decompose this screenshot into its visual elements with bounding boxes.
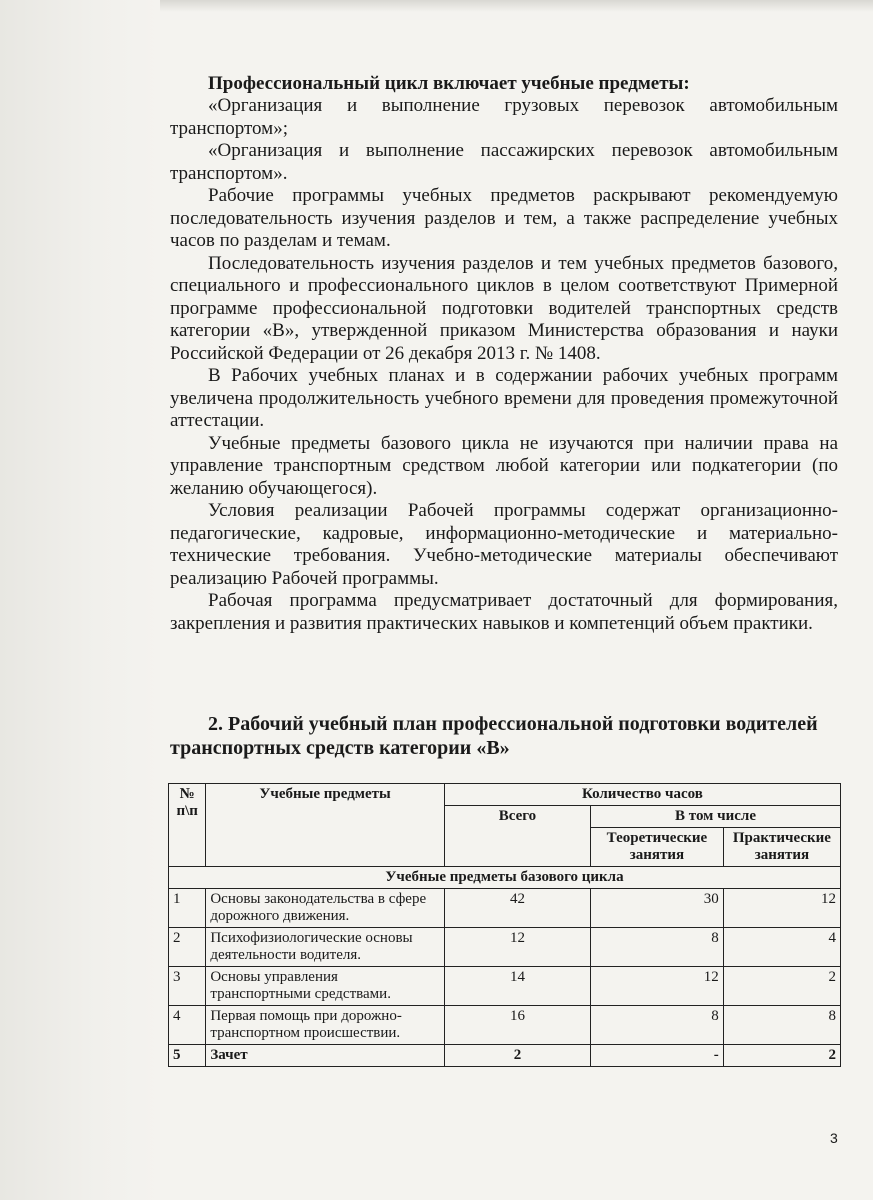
row-subject: Психофизиологические основы деятельности водителя. [206, 928, 445, 967]
table-row [169, 928, 841, 967]
row-total: 2 [444, 1045, 590, 1067]
intro-paragraph: «Организация и выполнение грузовых перевозок автомобильным транспортом»; [170, 95, 838, 139]
row-theory: - [591, 1045, 724, 1067]
row-theory: 30 [591, 889, 724, 928]
page-number: 3 [830, 1130, 838, 1146]
row-num: 4 [169, 1006, 206, 1045]
intro-paragraph: «Организация и выполнение пассажирских перевозок автомобильным транспортом». [170, 140, 838, 184]
row-theory: 8 [591, 928, 724, 967]
row-num: 1 [169, 889, 206, 928]
row-subject: Зачет [206, 1045, 445, 1067]
header-practice: Практические занятия [723, 828, 840, 867]
table-row [169, 1006, 841, 1045]
row-subject: Основы законодательства в сфере дорожного движения. [206, 889, 445, 928]
table-row [169, 889, 841, 928]
row-num: 2 [169, 928, 206, 967]
row-practice: 2 [723, 967, 840, 1006]
row-total: 16 [444, 1006, 590, 1045]
table-header-row [169, 784, 841, 806]
row-practice: 12 [723, 889, 840, 928]
intro-paragraph: Рабочие программы учебных предметов раскрывают рекомендуемую последовательность изучения разделов и тем, а также распределение учебных часов по разделам и темам. [170, 185, 838, 251]
section-title: 2. Рабочий учебный план профессиональной подготовки водителей транспортных средств категории «В» [170, 713, 818, 759]
table-row [169, 1045, 841, 1067]
header-hours: Количество часов [444, 784, 840, 806]
row-num: 3 [169, 967, 206, 1006]
intro-paragraph: Условия реализации Рабочей программы содержат организационно-педагогические, кадровые, информационно-методические и материально-технические требования. Учебно-методические материалы обеспечивают реализацию Рабочей программы. [170, 500, 838, 589]
row-practice: 2 [723, 1045, 840, 1067]
header-num: № п\п [169, 784, 206, 867]
row-total: 12 [444, 928, 590, 967]
row-subject: Основы управления транспортными средствами. [206, 967, 445, 1006]
row-total: 14 [444, 967, 590, 1006]
row-theory: 12 [591, 967, 724, 1006]
intro-paragraph: Учебные предметы базового цикла не изучаются при наличии права на управление транспортным средством любой категории или подкатегории (по желанию обучающегося). [170, 432, 838, 499]
intro-paragraph: Последовательность изучения разделов и тем учебных предметов базового, специального и профессионального циклов в целом соответствуют Примерной программе профессиональной подготовки водителей транспортных средств категории «В», утвержденной приказом Министерства образования и науки Российской Федерации от 26 декабря 2013 г. № 1408. [170, 252, 838, 364]
header-total: Всего [444, 806, 590, 867]
page-left-shadow [0, 0, 160, 1200]
table-row [169, 967, 841, 1006]
row-total: 42 [444, 889, 590, 928]
header-theory: Теоретические занятия [591, 828, 724, 867]
row-practice: 8 [723, 1006, 840, 1045]
intro-paragraph: В Рабочих учебных планах и в содержании рабочих учебных программ увеличена продолжительность учебного времени для проведения промежуточной аттестации. [170, 365, 838, 431]
table-group-row [169, 867, 841, 889]
intro-paragraph: Рабочая программа предусматривает достаточный для формирования, закрепления и развития практических навыков и компетенций объем практики. [170, 590, 838, 634]
row-theory: 8 [591, 1006, 724, 1045]
row-practice: 4 [723, 928, 840, 967]
header-including: В том числе [591, 806, 841, 828]
curriculum-table [168, 783, 841, 1067]
intro-heading: Профессиональный цикл включает учебные предметы: [208, 73, 690, 94]
header-subjects: Учебные предметы [206, 784, 445, 867]
group-title: Учебные предметы базового цикла [169, 867, 841, 889]
row-subject: Первая помощь при дорожно-транспортном происшествии. [206, 1006, 445, 1045]
row-num: 5 [169, 1045, 206, 1067]
intro-block [170, 72, 838, 635]
